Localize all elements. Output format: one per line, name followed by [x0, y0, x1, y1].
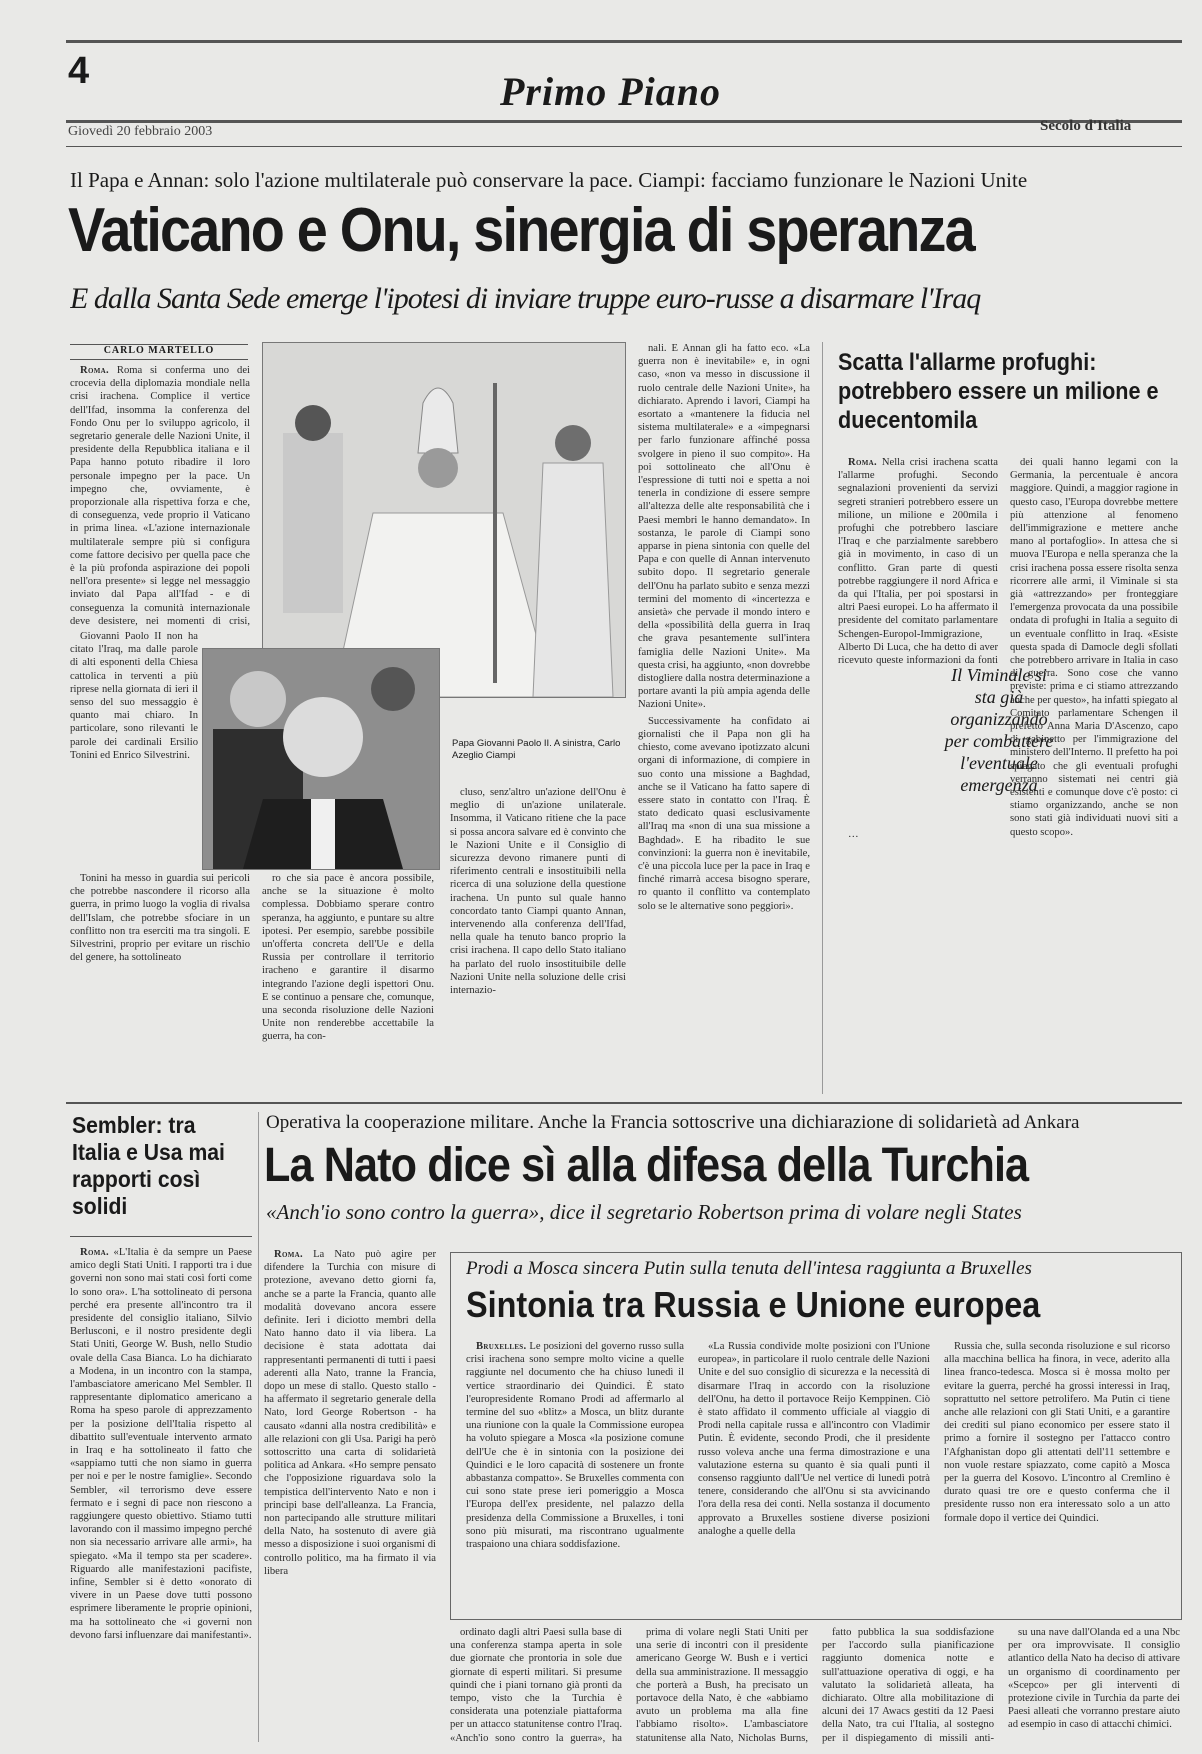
russia-eu-column-1-text: Le posizioni del governo russo sulla crisi irachena sono sempre molto vicine a quelle raggiunte nel documento che ha chiuso lunedì il vertice straordinario dei Quindici. È stato l'europresidente Romano Prodi ad affermarlo al termine del suo «blitz» a Mosca, un blitz durante una riunione con la quale la Commissione europea ha voluto spiegare a Mosca «la posizione comune dell'Ue che è in sintonia con la posizione dei Quindici e le loro capacità di sostenere un fronte abbastanza compatto». Se Bruxelles commenta con cui sono state prese ieri pomeriggio a Mosca l'Europa dell'ex presidente, nel palazzo della presidenza della Commissione a Bruxelles, i toni sono più misurati, ma riscontrano ugualmente traspaiono una chiara soddisfazione.	[466, 1341, 684, 1551]
lead-column-1c-text: Tonini ha messo in guardia sui pericoli che potrebbe nascondere il ricorso alla guerra, in primo luogo la voglia di rivalsa dell'Islam, che potrebbe sfociare in un conflitto non tra eserciti ma tra singoli. E Silvestrini, proprio per evitare un rischio del genere, ha sottolineato	[70, 873, 250, 964]
nato-bottom-column-3	[822, 1626, 994, 1744]
sembler-headline: Sembler: tra Italia e Usa mai rapporti così solidi	[72, 1112, 225, 1219]
sembler-body: «L'Italia è da sempre un Paese amico degli Stati Uniti. I rapporti tra i due governi non sono mai stati così forti come lo sono ora». L'ha sottolineato di persona perché era presente all'incontro tra il presidente del consiglio italiano, Silvio Berlusconi, e il nostro presidente degli Stati Uniti, George W. Bush, nello Studio ovale della Casa Bianca. Lo ha dichiarato a Modena, in un incontro con la stampa, l'ambasciatore americano Mel Sembler. Il rappresentante diplomatico americano a Roma ha speso parole di apprezzamento per la posizione dell'Italia rispetto al dibattito sull'eventuale intervento armato in Iraq e ha sottolineato il fatto che «sappiamo tutti che non siamo in guerra per noi e per le nostre famiglie». Secondo Sembler, «il terrorismo deve essere fermato e i segni di pace non riescono a raggiungere questo obiettivo. Stiamo tutti lavorando con il massimo impegno perché non sia necessario arrivare alle armi», ha spiegato. «Ma il tempo sta per scadere». Riguardo alle manifestazioni pacifiste, infine, Sembler si è detto «onorato di vivere in un Paese dove tutti possono esprimere liberamente le proprie opinioni, ma ha sottolineato che «i governi non devono farsi influenzare dai manifestanti».	[70, 1247, 252, 1641]
lead-column-4b-text: Successivamente ha confidato ai giornalisti che il Papa non gli ha chiesto, come avevano ipotizzato alcuni organi di informazione, di compiere in suo conto una missione a Baghdad, anche se il Vaticano ha fatto sapere di essere stato in contatto con l'Iraq. È stato dedicato quasi esclusivamente all'Iraq ma «non di una sua missione a Baghdad». E ha ribadito le sue convinzioni: la guerra non è inevitabile, c'è una piccola luce per la pace in Iraq e finché rimarrà accesa bisogno sperare, ro quanto il conflitto va contemplato solo se le alternative sono peggiori».	[638, 715, 810, 912]
nato-bottom-column-4	[1008, 1626, 1180, 1744]
russia-eu-dateline: Bruxelles.	[476, 1341, 527, 1352]
section-divider	[66, 1102, 1182, 1104]
russia-eu-column-1	[466, 1340, 684, 1610]
ciampi-photo	[202, 648, 440, 870]
sembler-divider	[258, 1112, 259, 1742]
sembler-rule	[70, 1236, 252, 1237]
nato-subhead: «Anch'io sono contro la guerra», dice il segretario Robertson prima di volare negli States	[266, 1200, 1022, 1224]
russia-eu-column-2	[698, 1340, 930, 1610]
lead-dateline: Roma.	[80, 365, 109, 376]
nato-bottom-column-1-text: ordinato dagli altri Paesi sulla base di una conferenza stampa aperta in sole due giornate che prontoria in sole due giornate di esperti militari. Si presume quindi che i piani tornano già pronti da tempo, visto che la Turchia è considerata una potenziale piattaforma per un attacco statunitense contro l'Iraq. «Anch'io sono contro la guerra», ha	[450, 1627, 622, 1744]
masthead-bottom-rule	[66, 120, 1182, 123]
ciampi-figure-graphic	[203, 649, 439, 869]
date-rule	[66, 146, 1182, 147]
sembler-text	[70, 1246, 252, 1744]
lead-column-2	[262, 872, 434, 1094]
russia-eu-headline: Sintonia tra Russia e Unione europea	[466, 1284, 1041, 1325]
nato-kicker: Operativa la cooperazione militare. Anche la Francia sottoscrive una dichiarazione di solidarietà ad Ankara	[266, 1112, 1080, 1133]
refugees-column-1-cont: …	[848, 829, 859, 840]
lead-column-1	[70, 364, 250, 626]
photo-caption: Papa Giovanni Paolo II. A sinistra, Carlo Azeglio Ciampi	[452, 738, 621, 761]
sembler-dateline: Roma.	[80, 1247, 109, 1258]
page-number: 4	[68, 50, 90, 92]
lead-kicker: Il Papa e Annan: solo l'azione multilaterale può conservare la pace. Ciampi: facciamo funzionare le Nazioni Unite	[70, 168, 1028, 192]
lead-column-2-text: ro che sia pace è ancora possibile, anche se la situazione è molto complessa. Dobbiamo sperare contro speranza, ha aggiunto, e puntare su altre ipotesi. Per esempio, sarebbe possibile un'offerta concreta dell'Ue e della Russia per controllare il territorio iracheno e garantire il disarmo integrando l'azione degli ispettori Onu. E se continuo a pensare che, comunque, una seconda risoluzione delle Nazioni Unite non renderebbe accettabile la guerra, ha con-	[262, 873, 434, 1043]
lead-column-1-bottom	[70, 872, 250, 1094]
russia-eu-column-3	[944, 1340, 1170, 1610]
nato-bottom-column-4-text: su una nave dall'Olanda ed a una Nbc per ora improvvisate. Il consiglio atlantico della Nato ha deciso di attivare un organismo di coordinamento per «Scepco» per gli interventi di protezione civile in Turchia da parte dei Paesi alleati che vorranno prestare aiuto ad esempio in caso di attacchi chimici.	[1008, 1627, 1180, 1731]
nato-column-1	[264, 1248, 436, 1744]
nato-dateline: Roma.	[274, 1249, 303, 1260]
refugees-headline: Scatta l'allarme profughi: potrebbero essere un milione e duecentomila	[838, 349, 1159, 434]
refugees-pullquote: Il Viminale si sta già organizzando per combattere l'eventuale emergenza	[944, 665, 1054, 795]
refugees-column-1-text: Nella crisi irachena scatta l'allarme profughi. Secondo segnalazioni provenienti da servizi segreti stranieri potrebbero essere un milione, un milione e 200mila i profughi che potrebbero lasciare l'Iraq e che parzialmente sarebbero già in movimento, in caso di un conflitto. Gran parte di questi potrebbe raggiungere il nord Africa e da qui l'Italia, per poi spostarsi in altri Paesi europei. Lo ha affermato il presidente del comitato parlamentare Schengen-Europol-Immigrazione, Alberto Di Luca, che ha detto di aver ricevuto queste informazioni da fonti	[838, 457, 998, 667]
section-title: Primo Piano	[500, 69, 722, 114]
refugees-column-1	[838, 456, 998, 668]
nato-bottom-column-3-text: fatto pubblica la sua soddisfazione per l'accordo sulla pianificazione raggiunto domenica notte e sull'attuazione operativa di oggi, e ha valutato la solidarietà alleata, ha dichiarato. Oltre alla mobilitazione di alcuni dei 17 Awacs gestiti da 12 Paesi della Nato, tra cui l'Italia, al sostegno per il dispiegamento di missili anti-	[822, 1627, 994, 1744]
refugees-dateline: Roma.	[848, 457, 877, 468]
lead-column-4	[638, 342, 810, 1094]
lead-column-4-text: nali. E Annan gli ha fatto eco. «La guerra non è inevitabile» e, in ogni caso, «non va messo in discussione il ruolo centrale delle Nazioni Unite», ha dichiarato. Aprendo i lavori, Ciampi ha esortato a «mantenere la fiducia nel sistema multilaterale» e a «impegnarsi per farlo funzionare affinché possa svolgere in pieno il suo compito». Ha poi sottolineato che all'Onu è l'espressione di tutti noi e spetta a noi tenerla in condizione di essere sempre all'altezza delle alte responsabilità che i Paesi membri le hanno demandato». In sostanza, le parole di Ciampi sono apparse in piena sintonia con quelle del Papa e con quelle di Annan intervenuto subito dopo. Il segretario generale dell'Onu ha parlato subito e senza mezzi termini del momento di «incertezza e ansietà» che pervade il mondo intero e della «possibilità della guerra in Iraq che grava pesantemente sull'intera famiglia delle Nazioni Unite». Ma questa crisi, ha aggiunto, «non dovrebbe distogliere dalla nostra determinazione a portare avanti la più ampia agenda delle Nazioni Unite».	[638, 343, 810, 711]
lead-column-3	[450, 786, 626, 1094]
pope-figure-graphic	[263, 343, 625, 697]
lead-headline: Vaticano e Onu, sinergia di speranza	[68, 196, 974, 265]
nato-bottom-column-2	[636, 1626, 808, 1744]
russia-eu-kicker: Prodi a Mosca sincera Putin sulla tenuta dell'intesa raggiunta a Bruxelles	[466, 1258, 1032, 1279]
refugees-column-2	[1010, 456, 1178, 1094]
issue-date: Giovedì 20 febbraio 2003	[68, 124, 213, 139]
pope-photo	[262, 342, 626, 698]
russia-eu-column-3-text: Russia che, sulla seconda risoluzione e sul ricorso alla macchina bellica ha finora, in vece, aderito alla linea franco-tedesca. Mosca si è mossa molto per evitare la guerra, perché ha grossi interessi in Iraq, soprattutto nel settore petrolifero. Ma Putin ci tiene anche alle relazioni con gli Stati Uniti, e a garantire dei crediti sul piano economico per essere stato il primo a fornire il sostegno per l'attacco contro l'Afghanistan dopo gli attentati dell'11 settembre e non vuole restare spiazzato, come capitò a Mosca per la guerra del Kosovo. L'incontro al Cremlino è durato quasi tre ore e questo conferma che il presidente russo non era interessato solo a un atto formale dopo il vertice dei Quindici.	[944, 1341, 1170, 1524]
lead-column-3-text: cluso, senz'altro un'azione dell'Onu è meglio di un'azione unilaterale. Insomma, il Vaticano ritiene che la pace si possa ancora salvare ed è convinto che le Nazioni Unite e il Consiglio di sicurezza devono rimanere punti di riferimento centrali e insostituibili nella ricerca di una soluzione della questione irachena. Un punto sul quale hanno concordato tanto Ciampi quanto Annan, intervenendo alla conferenza dell'Ifad, nella quale ha tenuto banco proprio la crisi irachena. Il capo dello Stato italiano ha parlato del ruolo insostituibile delle Nazioni Unite nella soluzione delle crisi internazio-	[450, 787, 626, 997]
nato-bottom-column-2-text: prima di volare negli Stati Uniti per una serie di incontri con il presidente americano George W. Bush e i vertici della sua amministrazione. Il messaggio che porterà a Bush, ha precisato un portavoce della Nato, è che «abbiamo avuto un problema ma alla fine l'abbiamo risolto». L'ambasciatore statunitense alla Nato, Nicholas Burns,	[636, 1627, 808, 1744]
byline: CARLO MARTELLO	[70, 344, 248, 360]
sidebar-divider	[822, 342, 823, 1094]
lead-subhead: E dalla Santa Sede emerge l'ipotesi di inviare truppe euro-russe a disarmare l'Iraq	[70, 282, 981, 315]
nato-bottom-column-1	[450, 1626, 622, 1744]
lead-column-1b-text: Giovanni Paolo II non ha citato l'Iraq, ma dalle parole di alti esponenti della Chiesa cattolica in terventi a più riprese nella giornata di ieri il senso del suo messaggio è quanto mai chiaro. In particolare, sono rilevanti le parole dei cardinali Ersilio Tonini ed Enrico Silvestrini.	[70, 631, 198, 761]
russia-eu-column-2-text: «La Russia condivide molte posizioni con l'Unione europea», in particolare il ruolo centrale delle Nazioni Unite e del suo consiglio di sicurezza e la necessità di disarmare l'Iraq in accordo con la risoluzione dell'Onu, ha detto il portavoce Reijo Kemppinen. Ciò è stato affidato il commento ufficiale al viaggio di Prodi nella capitale russa e all'incontro con Vladimir Putin. È evidente, secondo Prodi, che il presidente russo voleva anche una ferma dimostrazione e una valutazione esterna su quanto è sia quali punti il consenso raggiunto dall'Ue nel vertice di lunedì potrà tenere, considerando che all'Onu si sta avvicinando l'ora della resa dei conti. Nella sostanza il documento approvato a Bruxelles sostiene diverse posizioni analoghe a quelle della	[698, 1341, 930, 1537]
lead-column-1-text: Roma si conferma uno dei crocevia della diplomazia mondiale nella crisi irachena. Complice il vertice dell'Ifad, insomma la conferenza del Fondo Onu per lo sviluppo agricolo, il segretario generale delle Nazioni Unite, il presidente della Repubblica italiana e il Papa hanno potuto ribadire il loro personale impegno per la pace. Un impegno che, ovviamente, è proporzionale alla rispettiva forza e che, di conseguenza, vede proprio il Vaticano in prima linea. «L'azione internazionale multilaterale sempre più si configura come fattore decisivo per quella pace che è la più profonda aspirazione dei popoli nell'ora presente» si legge nel messaggio inviato dal Papa all'Ifad - e di conseguenza la comunità internazionale deve desistere, nei momenti di crisi,	[70, 365, 250, 626]
nato-body: La Nato può agire per difendere la Turchia con misure di protezione, avevano detto giorni fa, anche se a parte la Francia, quanto alle modalità dovevano ancora essere definite. Ieri i diciotto membri della Nato hanno dato il via libera. La decisione è stata adottata dai rappresentanti permanenti di tutti i paesi aderenti alla Nato, tranne la Francia, dopo un mese di stallo. Questo stallo - ha affermato il segretario generale della Nato, lord George Robertson - ha causato «danni alla nostra credibilità» e alle relazioni con gli Usa. Parigi ha però sottoscritto una carta di solidarietà politica ad Ankara. «Ho sempre pensato che l'opposizione riguardava solo la tempistica dell'intervento Nato e non i principi base dell'alleanza. La Francia, non partecipando alle strutture militari della Nato, ha sostenuto di avere già messo a disposizione i suoi organismi di controllo politico, ma ha firmato il via libera	[264, 1249, 436, 1577]
refugees-column-2-text: dei quali hanno legami con la Germania, la percentuale è ancora maggiore. Quindi, a maggior ragione in questo caso, l'Europa dovrebbe mettere più attenzione al fenomeno dell'immigrazione e mettere anche mano al portafoglio». In attesa che si muova l'Europa e nella speranza che la crisi irachena possa essere risolta senza ricorrere alle armi, il Viminale si sta già «attrezzando» per fronteggiare l'emergenza provocata da una possibile ondata di profughi in Italia a seguito di un eventuale conflitto in Iraq. «Esiste questa spada di Damocle degli sfollati che potrebbero arrivare in Italia in caso di guerra. Sono cose che vanno previste: prima e ci stiamo attrezzando anche per questo», ha infatti spiegato al Comitato parlamentare Schengen il prefetto Anna Maria D'Ascenzo, capo di gabinetto per l'immigrazione del ministero dell'Interno. Il prefetto ha poi spiegato che gli eventuali profughi verranno sistemati nei centri già esistenti e comunque dove c'è posto: ci stiamo organizzando, anche se non sono stati già individuati nuovi siti a questo scopo».	[1010, 457, 1178, 838]
paper-name: Secolo d'Italia	[1040, 118, 1132, 134]
nato-headline: La Nato dice sì alla difesa della Turchia	[264, 1139, 1029, 1192]
masthead-top-rule	[66, 40, 1182, 43]
lead-column-1-narrow	[70, 630, 198, 870]
